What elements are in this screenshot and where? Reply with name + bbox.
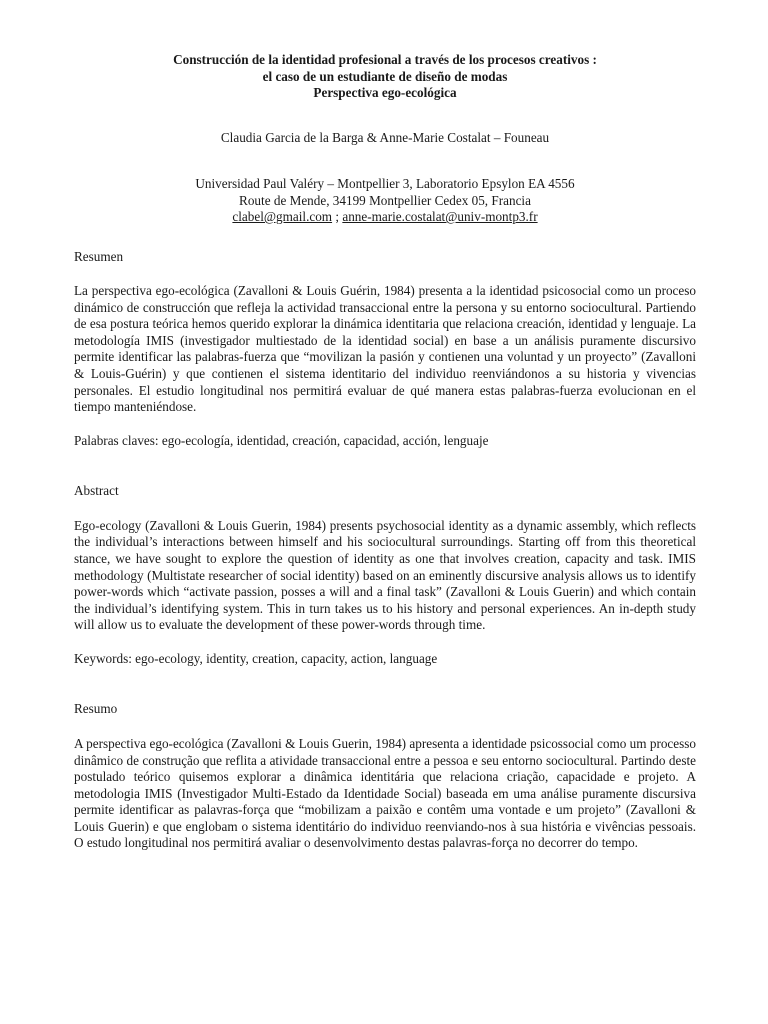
resumo-heading: Resumo [74, 701, 118, 717]
contact-emails [74, 209, 696, 226]
abstract-keywords: Keywords: ego-ecology, identity, creation, capacity, action, language [74, 650, 438, 666]
email-link-1[interactable]: clabel@gmail.com [232, 209, 333, 224]
affiliation-line-1: Universidad Paul Valéry – Montpellier 3, Laboratorio Epsylon EA 4556 [195, 176, 575, 191]
abstract-body: Ego-ecology (Zavalloni & Louis Guerin, 1984) presents psychosocial identity as a dynamic assembly, which reflects the individual’s interactions between himself and his sociocultural surroundings. Starting off from this theoretical stance, we have sought to explore the question of identity as one that involves creation, capacity and task. IMIS methodology (Multistate researcher of social identity) based on an eminently discursive analysis allows us to identify power-words which “activate passion, posses a will and a final task” (Zavalloni & Louis Guerin) and which contain the individual’s identifying system. This in turn takes us to his history and personal experiences. An in-depth study will allow us to evaluate the development of these power-words through time. [74, 517, 696, 633]
email-separator: ; [332, 209, 343, 224]
resumen-keywords: Palabras claves: ego-ecología, identidad, creación, capacidad, acción, lenguaje [74, 432, 489, 448]
resumo-body: A perspectiva ego-ecológica (Zavalloni & Louis Guerin, 1984) apresenta a identidade psicossocial como um processo dinâmico de construção que reflita a atividade transaccional entre a pessoa e seu entorno sociocultural. Partindo deste postulado teórico quisemos explorar a dinâmica identitária que relaciona criação, capacidade e projeto. A metodologia IMIS (Investigador Multi-Estado da Identidade Social) baseada em uma análise puramente discursiva permite identificar as palavras-força que “mobilizam a paixão e contêm uma vontade e um projeto” (Zavalloni & Louis Guerin) e que englobam o sistema identitário do individuo reenviando-nos à sua história e vivências pessoais. O estudo longitudinal nos permitirá avaliar o desenvolvimento destas palavras-força no decorrer do tempo. [74, 735, 696, 851]
abstract-heading: Abstract [74, 483, 119, 499]
title-line-1: Construcción de la identidad profesional a través de los procesos creativos : [173, 52, 597, 67]
title-line-3: Perspectiva ego-ecológica [313, 85, 457, 100]
title-line-2: el caso de un estudiante de diseño de modas [262, 68, 508, 84]
paper-title [74, 52, 696, 102]
authors: Claudia Garcia de la Barga & Anne-Marie Costalat – Founeau [220, 129, 550, 145]
affiliation-line-2: Route de Mende, 34199 Montpellier Cedex 05, Francia [239, 192, 531, 208]
affiliation [74, 176, 696, 226]
resumen-heading: Resumen [74, 248, 124, 264]
email-link-2[interactable]: anne-marie.costalat@univ-montp3.fr [342, 209, 538, 224]
resumen-body: La perspectiva ego-ecológica (Zavalloni & Louis Guérin, 1984) presenta a la identidad psicosocial como un proceso dinámico de construcción que refleja la actividad transaccional entre la persona y su entorno sociocultural. Partiendo de esa postura teórica hemos querido explorar la dinámica identitaria que relaciona creación, identidad y lenguaje. La metodología IMIS (investigador multiestado de la identidad social) en base a un análisis puramente discursivo permite identificar las palabras-fuerza que “movilizan la pasión y contienen una voluntad y un proyecto” (Zavalloni & Louis-Guérin) y que contienen el sistema identitario del individuo reenviándonos a su historia y vivencias personales. El estudio longitudinal nos permitirá evaluar de qué manera estas palabras-fuerza evolucionan en el tiempo manteniéndose. [74, 283, 696, 415]
